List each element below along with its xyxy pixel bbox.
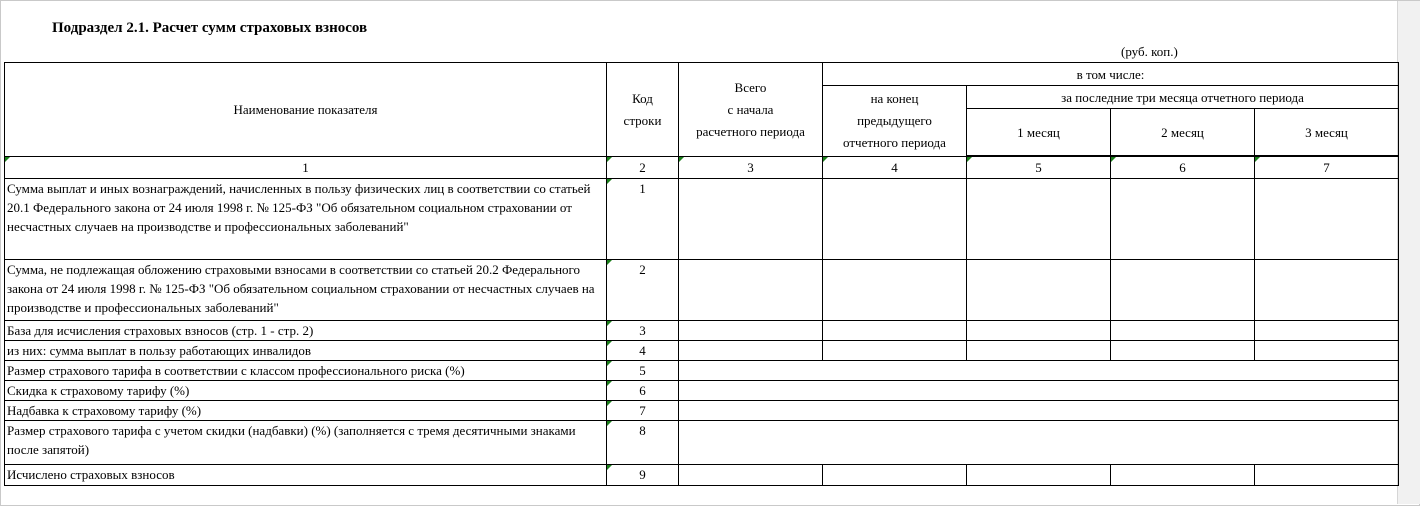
table-row	[5, 321, 1399, 341]
value-cell-prev[interactable]	[823, 321, 967, 341]
value-cell-month-3[interactable]	[1255, 465, 1399, 486]
cell-marker-icon	[679, 157, 684, 162]
value-cell-merged[interactable]	[679, 361, 1399, 381]
units-label: (руб. коп.)	[1121, 44, 1178, 59]
value-cell-month-1[interactable]	[967, 321, 1111, 341]
value-cell-month-1[interactable]	[967, 179, 1111, 260]
row-name	[5, 361, 607, 381]
col-number: 5	[1035, 160, 1042, 175]
section-title: Подраздел 2.1. Расчет сумм страховых взносов	[52, 20, 368, 36]
row-code-text: 6	[639, 383, 646, 398]
header-code-line2: строки	[623, 112, 662, 128]
cell-marker-icon	[607, 341, 612, 346]
header-prev-line3: отчетного периода	[843, 135, 946, 150]
cell-marker-icon	[607, 179, 612, 184]
value-cell-month-3[interactable]	[1255, 260, 1399, 321]
row-code	[607, 381, 679, 401]
cell-marker-icon	[607, 157, 612, 162]
row-name-text: Сумма выплат и иных вознаграждений, начисленных в пользу физических лиц в соответствии со статьей 20.1 Федерального закона от 24 июля 1998 г. № 125-ФЗ "Об обязательном социальном страховании от несчастных случаев на производстве и профессиональных заболеваний"	[7, 181, 591, 234]
value-cell-total[interactable]	[679, 465, 823, 486]
col-number: 7	[1323, 160, 1330, 175]
table-row	[5, 421, 1399, 465]
col-number-cell	[679, 157, 823, 179]
header-prev-line1: на конец	[870, 91, 919, 106]
header-total	[679, 63, 823, 157]
col-number-cell	[1255, 157, 1399, 179]
value-cell-month-2[interactable]	[1111, 179, 1255, 260]
row-name-text: из них: сумма выплат в пользу работающих инвалидов	[7, 343, 312, 358]
contributions-table	[4, 62, 1399, 486]
row-name	[5, 179, 607, 260]
header-month-1-label: 1 месяц	[1017, 124, 1060, 140]
cell-marker-icon	[607, 421, 612, 426]
value-cell-month-2[interactable]	[1111, 465, 1255, 486]
row-code	[607, 341, 679, 361]
row-name-text: Исчислено страховых взносов	[7, 467, 175, 482]
header-total-line1: Всего	[734, 79, 767, 95]
table-row	[5, 260, 1399, 321]
value-cell-merged[interactable]	[679, 421, 1399, 465]
value-cell-merged[interactable]	[679, 401, 1399, 421]
col-number-cell	[5, 157, 607, 179]
header-last-three-label: за последние три месяца отчетного периода	[1061, 89, 1304, 105]
row-code	[607, 401, 679, 421]
value-cell-prev[interactable]	[823, 260, 967, 321]
header-name	[5, 63, 607, 157]
row-code	[607, 179, 679, 260]
col-number: 2	[639, 160, 646, 175]
row-code	[607, 421, 679, 465]
table-row	[5, 361, 1399, 381]
header-total-line3: расчетного периода	[696, 123, 805, 139]
row-name	[5, 341, 607, 361]
table-row	[5, 381, 1399, 401]
row-name	[5, 260, 607, 321]
header-prev-period	[823, 86, 967, 157]
cell-marker-icon	[967, 157, 972, 162]
row-code-text: 2	[639, 262, 646, 277]
value-cell-prev[interactable]	[823, 341, 967, 361]
header-including-label: в том числе:	[1076, 66, 1145, 82]
row-name	[5, 465, 607, 486]
value-cell-month-3[interactable]	[1255, 341, 1399, 361]
value-cell-month-2[interactable]	[1111, 321, 1255, 341]
col-number-cell	[967, 157, 1111, 179]
cell-marker-icon	[1255, 157, 1260, 162]
row-code-text: 3	[639, 323, 646, 338]
col-number-cell	[1111, 157, 1255, 179]
value-cell-month-2[interactable]	[1111, 341, 1255, 361]
row-name	[5, 321, 607, 341]
value-cell-prev[interactable]	[823, 465, 967, 486]
value-cell-total[interactable]	[679, 341, 823, 361]
header-prev-line2: предыдущего	[857, 113, 932, 128]
col-number: 1	[302, 160, 309, 175]
header-including	[823, 63, 1399, 86]
value-cell-month-3[interactable]	[1255, 179, 1399, 260]
cell-marker-icon	[607, 381, 612, 386]
value-cell-total[interactable]	[679, 260, 823, 321]
row-name	[5, 381, 607, 401]
header-month-2	[1111, 109, 1255, 156]
row-name-text: Надбавка к страховому тарифу (%)	[7, 403, 202, 418]
header-code-line1: Код	[632, 90, 653, 106]
value-cell-prev[interactable]	[823, 179, 967, 260]
row-name	[5, 401, 607, 421]
header-last-three-months	[967, 86, 1399, 109]
value-cell-month-3[interactable]	[1255, 321, 1399, 341]
row-code	[607, 361, 679, 381]
col-number-cell	[823, 157, 967, 179]
value-cell-total[interactable]	[679, 321, 823, 341]
header-month-3	[1255, 109, 1399, 156]
row-code-text: 7	[639, 403, 646, 418]
row-code-text: 1	[639, 181, 646, 196]
cell-marker-icon	[607, 361, 612, 366]
table-row	[5, 465, 1399, 486]
value-cell-total[interactable]	[679, 179, 823, 260]
col-number-cell	[607, 157, 679, 179]
table-row	[5, 401, 1399, 421]
cell-marker-icon	[607, 465, 612, 470]
table-row	[5, 179, 1399, 260]
cell-marker-icon	[607, 260, 612, 265]
cell-marker-icon	[5, 157, 10, 162]
column-numbers-row	[5, 157, 1399, 179]
row-name-text: Скидка к страховому тарифу (%)	[7, 383, 190, 398]
cell-marker-icon	[607, 321, 612, 326]
col-number: 4	[891, 160, 898, 175]
table-row	[5, 341, 1399, 361]
cell-marker-icon	[823, 157, 828, 162]
row-code-text: 9	[639, 467, 646, 482]
row-code-text: 5	[639, 363, 646, 378]
row-code-text: 8	[639, 423, 646, 438]
row-name-text: Размер страхового тарифа в соответствии с классом профессионального риска (%)	[7, 363, 465, 378]
sheet-right-margin	[1397, 1, 1420, 504]
value-cell-merged[interactable]	[679, 381, 1399, 401]
header-month-3-label: 3 месяц	[1305, 124, 1348, 140]
value-cell-month-1[interactable]	[967, 341, 1111, 361]
col-number: 6	[1179, 160, 1186, 175]
value-cell-month-2[interactable]	[1111, 260, 1255, 321]
cell-marker-icon	[607, 401, 612, 406]
row-name-text: Размер страхового тарифа с учетом скидки (надбавки) (%) (заполняется с тремя десятичными знаками после запятой)	[7, 423, 576, 457]
row-code	[607, 465, 679, 486]
value-cell-month-1[interactable]	[967, 260, 1111, 321]
col-number: 3	[747, 160, 754, 175]
header-month-2-label: 2 месяц	[1161, 124, 1204, 140]
row-name-text: Сумма, не подлежащая обложению страховыми взносами в соответствии со статьей 20.2 Федерального закона от 24 июля 1998 г. № 125-ФЗ "Об обязательном социальном страховании от несчастных случаев на производстве и профессиональных заболеваний"	[7, 262, 595, 315]
header-total-line2: с начала	[727, 101, 774, 117]
value-cell-month-1[interactable]	[967, 465, 1111, 486]
row-code	[607, 260, 679, 321]
row-code	[607, 321, 679, 341]
row-code-text: 4	[639, 343, 646, 358]
header-month-1	[967, 109, 1111, 156]
row-name-text: База для исчисления страховых взносов (стр. 1 - стр. 2)	[7, 323, 314, 338]
header-code	[607, 63, 679, 157]
cell-marker-icon	[1111, 157, 1116, 162]
row-name	[5, 421, 607, 465]
header-name-label: Наименование показателя	[233, 102, 378, 117]
